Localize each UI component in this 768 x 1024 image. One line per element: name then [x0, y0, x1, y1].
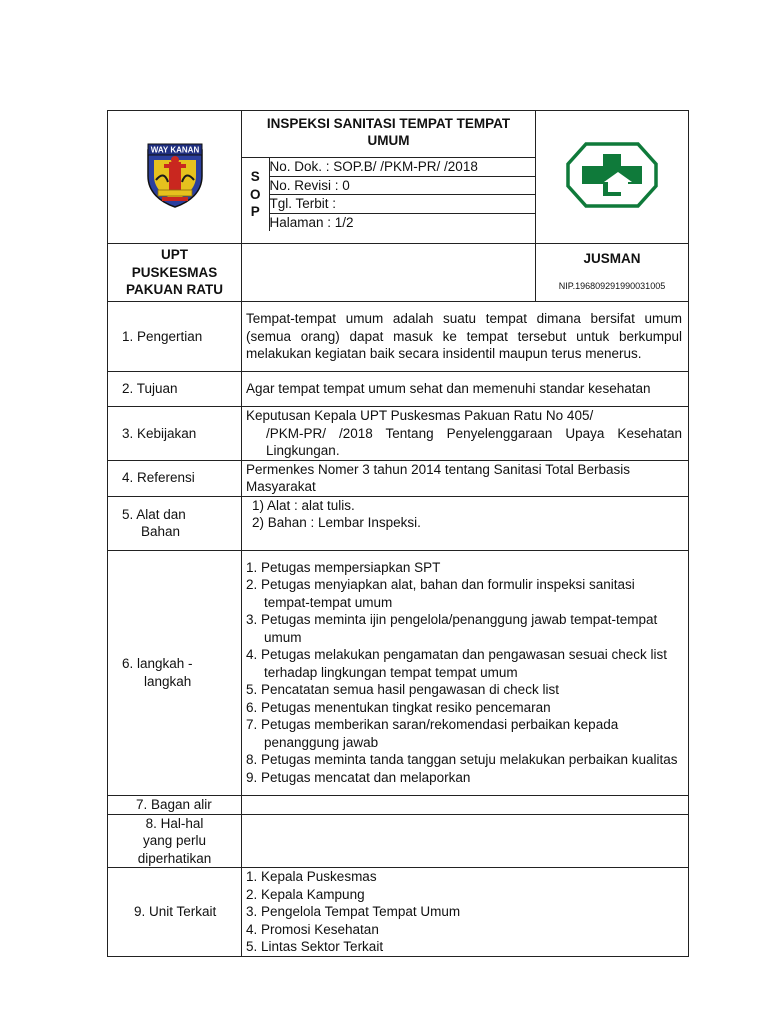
puskesmas-logo-cell	[536, 111, 689, 244]
sop-letter-o: O	[249, 186, 261, 202]
logo-text: WAY KANAN	[150, 145, 199, 155]
signer-nip: NIP.196809291990031005	[558, 280, 666, 291]
bagan-content	[242, 795, 689, 814]
signer-name: JUSMAN	[583, 251, 641, 266]
langkah-item: 2. Petugas menyiapkan alat, bahan dan formulir inspeksi sanitasi tempat-tempat umum	[246, 577, 635, 610]
langkah-item: 7. Petugas memberikan saran/rekomendasi perbaikan kepada penanggung jawab	[246, 717, 619, 750]
langkah-item: 9. Petugas mencatat dan melaporkan	[246, 769, 471, 785]
kebijakan-line-1: Keputusan Kepala UPT Puskesmas Pakuan Ratu No 405/	[246, 408, 594, 423]
way-kanan-logo	[140, 140, 210, 210]
langkah-item: 1. Petugas mempersiapkan SPT	[246, 559, 441, 575]
langkah-label-line-1: 6. langkah -	[122, 656, 193, 671]
unit-item: 1. Kepala Puskesmas	[246, 869, 377, 884]
no-dok: No. Dok. : SOP.B/ /PKM-PR/ /2018	[269, 158, 535, 177]
langkah-list	[242, 550, 689, 795]
unit-item: 2. Kepala Kampung	[246, 886, 365, 902]
alat-item: 2) Bahan : Lembar Inspeksi.	[252, 515, 421, 530]
hal-content	[242, 814, 689, 868]
kebijakan-text	[242, 407, 689, 461]
alat-list	[242, 496, 689, 550]
langkah-item: 6. Petugas menentukan tingkat resiko pencemaran	[246, 699, 551, 715]
sop-letters	[242, 158, 269, 232]
alat-item: 1) Alat : alat tulis.	[252, 497, 355, 513]
alat-label-line-2: Bahan	[141, 524, 181, 539]
kebijakan-line-2: /PKM-PR/ /2018 Tentang Penyelenggaraan Upaya Kesehatan Lingkungan.	[266, 425, 682, 458]
signature-cell	[536, 244, 689, 302]
langkah-label-line-2: langkah	[144, 673, 192, 689]
sop-letter-p: P	[250, 204, 260, 220]
unit-item: 3. Pengelola Tempat Tempat Umum	[246, 904, 461, 919]
referensi-label: 4. Referensi	[108, 460, 242, 496]
hal-label-line-1: 8. Hal-hal	[145, 815, 204, 831]
langkah-item: 8. Petugas meminta tanda tanggan setuju melakukan perbaikan kualitas	[246, 752, 678, 768]
hal-label-line-2: yang perlu	[142, 833, 207, 848]
org-line-1: UPT	[161, 247, 188, 263]
meta-table	[242, 157, 535, 231]
sop-document	[107, 110, 688, 957]
bagan-label: 7. Bagan alir	[108, 795, 242, 814]
hal-label-line-3: diperhatikan	[137, 850, 212, 866]
title-cell	[242, 111, 536, 244]
puskesmas-logo	[566, 142, 658, 208]
unit-label: 9. Unit Terkait	[108, 868, 242, 957]
document-title: INSPEKSI SANITASI TEMPAT TEMPAT UMUM	[266, 116, 511, 148]
pengertian-label: 1. Pengertian	[108, 302, 242, 372]
hal-label	[108, 814, 242, 868]
alat-label-line-1: 5. Alat dan	[122, 506, 186, 522]
org-line-3: PAKUAN RATU	[126, 282, 223, 298]
langkah-item: 5. Pencatatan semua hasil pengawasan di check list	[246, 682, 559, 698]
kebijakan-label: 3. Kebijakan	[108, 407, 242, 461]
referensi-text: Permenkes Nomer 3 tahun 2014 tentang Sanitasi Total Berbasis Masyarakat	[242, 460, 689, 496]
blank-approval-cell	[242, 244, 536, 302]
langkah-label	[108, 550, 242, 795]
halaman: Halaman : 1/2	[269, 213, 535, 231]
tgl-terbit: Tgl. Terbit :	[269, 195, 535, 214]
no-revisi: No. Revisi : 0	[269, 176, 535, 195]
organization-cell	[108, 244, 242, 302]
unit-item: 4. Promosi Kesehatan	[246, 921, 379, 937]
org-line-2: PUSKESMAS	[131, 264, 218, 280]
langkah-item: 3. Petugas meminta ijin pengelola/penanggung jawab tempat-tempat umum	[246, 612, 658, 645]
unit-item: 5. Lintas Sektor Terkait	[246, 939, 384, 954]
pengertian-text: Tempat-tempat umum adalah suatu tempat dimana bersifat umum (semua orang) dapat masuk ke tempat tersebut untuk berkumpul melakukan kegiatan baik secara insidentil maupun terus menerus.	[242, 302, 689, 372]
sop-letter-s: S	[250, 169, 260, 185]
way-kanan-logo-cell	[108, 111, 242, 244]
tujuan-text: Agar tempat tempat umum sehat dan memenuhi standar kesehatan	[242, 372, 689, 407]
unit-list	[242, 868, 689, 957]
langkah-item: 4. Petugas melakukan pengamatan dan pengawasan sesuai check list terhadap lingkungan tempat tempat umum	[246, 647, 668, 680]
alat-label	[108, 496, 242, 550]
tujuan-label: 2. Tujuan	[108, 372, 242, 407]
sop-table	[107, 110, 689, 957]
